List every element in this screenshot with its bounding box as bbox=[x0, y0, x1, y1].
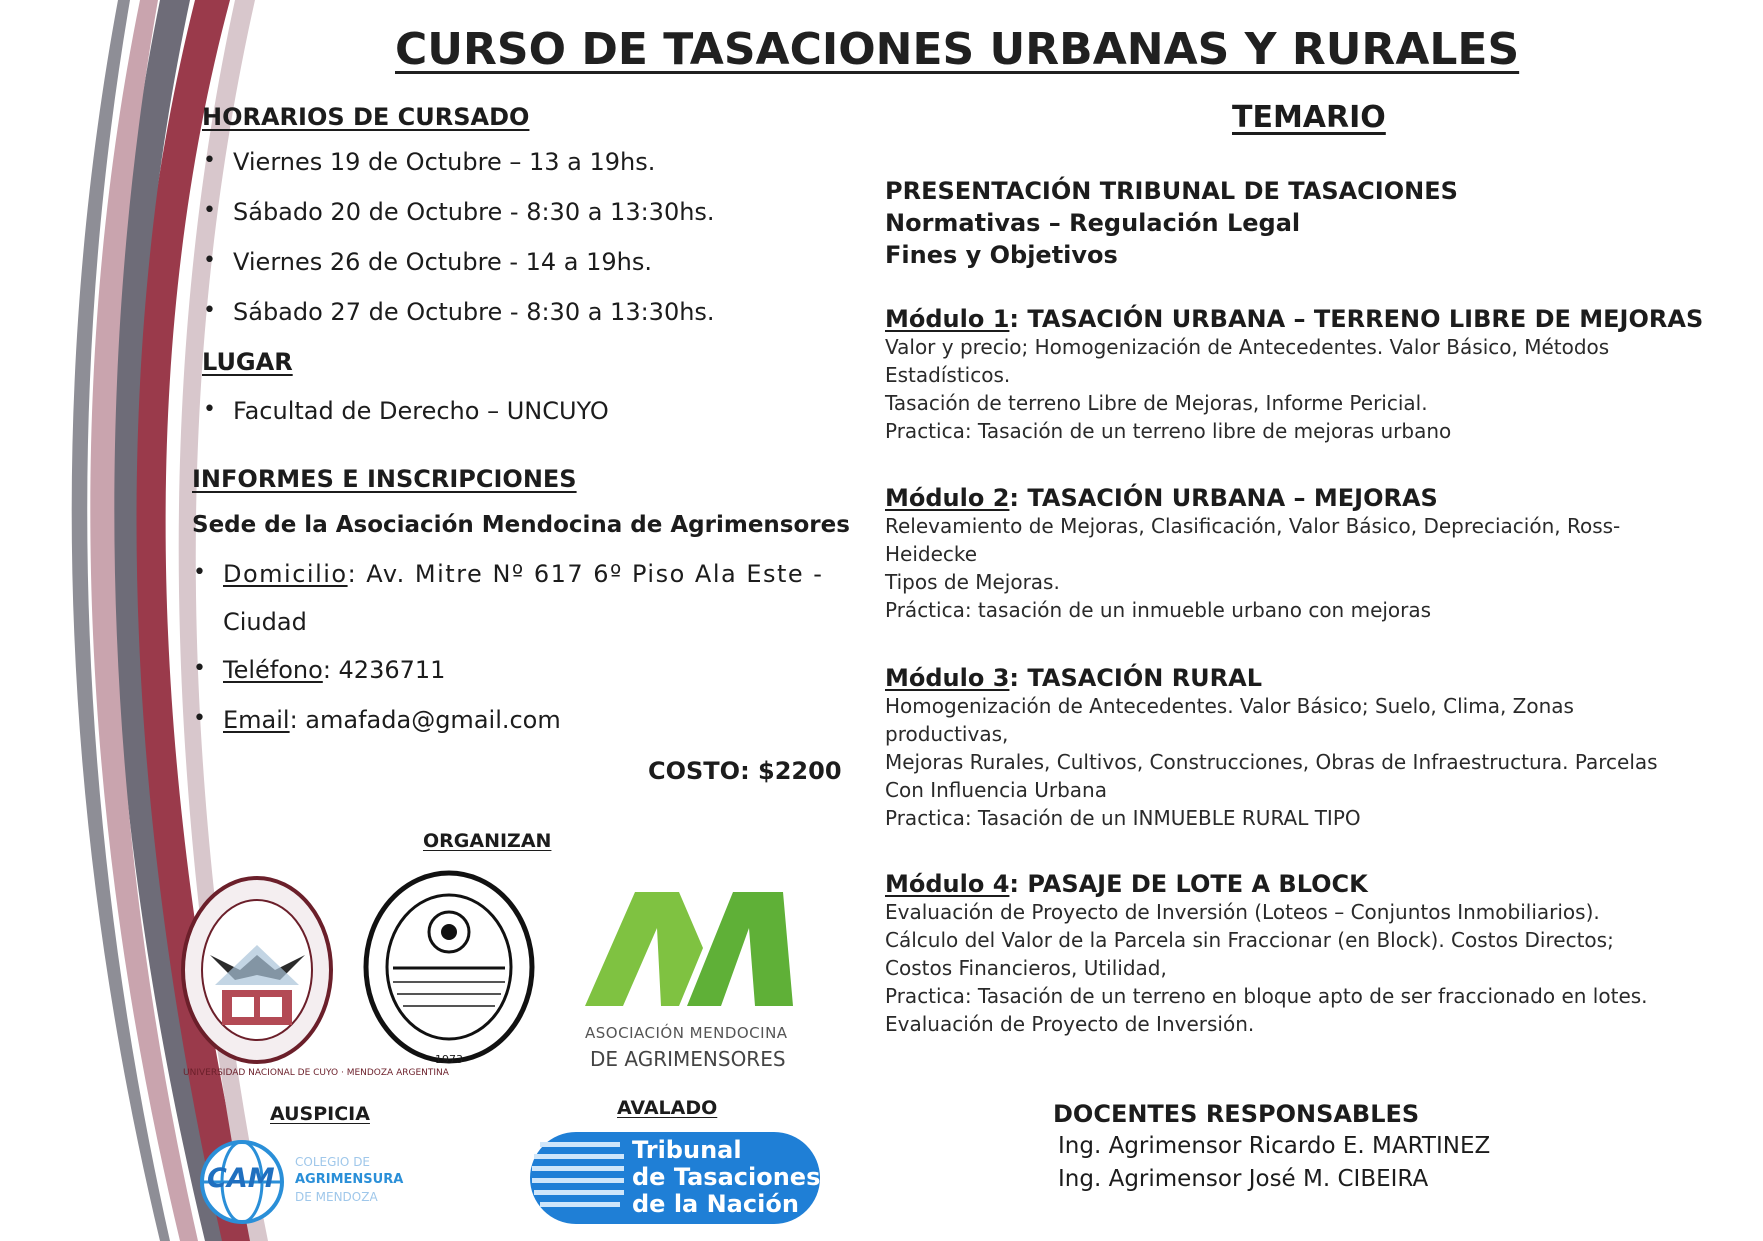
tribunal-line2: de Tasaciones bbox=[632, 1163, 821, 1191]
informes-heading: INFORMES E INSCRIPCIONES bbox=[192, 465, 577, 493]
sede-text: Sede de la Asociación Mendocina de Agrimensores bbox=[192, 512, 850, 538]
docentes-heading: DOCENTES RESPONSABLES bbox=[1053, 1100, 1420, 1128]
module-label: Módulo 1 bbox=[885, 305, 1010, 333]
tribunal-stripes-icon bbox=[530, 1132, 630, 1224]
domicilio-value: : Av. Mitre Nº 617 6º Piso Ala Este - bbox=[347, 560, 824, 588]
unsj-year: 1973 bbox=[435, 1053, 463, 1066]
docente-name: Ing. Agrimensor Ricardo E. MARTINEZ bbox=[1058, 1133, 1491, 1159]
domicilio-label: Domicilio bbox=[223, 560, 348, 588]
module-line: Practica: Tasación de un terreno libre de mejoras urbano bbox=[885, 419, 1452, 443]
horario-item: • Viernes 19 de Octubre – 13 a 19hs. bbox=[203, 148, 715, 198]
contact-list bbox=[193, 560, 823, 756]
domicilio-item-cont bbox=[193, 608, 823, 656]
avalado-heading: AVALADO bbox=[617, 1097, 718, 1119]
module-line: Practica: Tasación de un terreno en bloque apto de ser fraccionado en lotes. bbox=[885, 984, 1648, 1008]
module-2 bbox=[885, 484, 1620, 624]
cam-line2: AGRIMENSURA bbox=[295, 1172, 404, 1187]
module-title: : TASACIÓN URBANA – MEJORAS bbox=[1009, 484, 1438, 512]
module-line: Mejoras Rurales, Cultivos, Construcciones, Obras de Infraestructura. Parcelas bbox=[885, 750, 1658, 774]
intro-line: PRESENTACIÓN TRIBUNAL DE TASACIONES bbox=[885, 177, 1458, 205]
module-4-heading bbox=[885, 870, 1648, 898]
tribunal-line1: Tribunal bbox=[632, 1136, 742, 1164]
module-title: : TASACIÓN RURAL bbox=[1009, 664, 1263, 692]
uncuyo-seal-icon bbox=[180, 875, 335, 1065]
telefono-value: : 4236711 bbox=[322, 656, 446, 684]
module-4 bbox=[885, 870, 1648, 1038]
module-line: Valor y precio; Homogenización de Antecedentes. Valor Básico, Métodos bbox=[885, 335, 1610, 359]
telefono-item bbox=[193, 656, 823, 706]
ama-line2: DE AGRIMENSORES bbox=[590, 1047, 786, 1071]
intro-line: Fines y Objetivos bbox=[885, 241, 1118, 269]
module-2-heading bbox=[885, 484, 1620, 512]
cam-initials: CAM bbox=[207, 1163, 275, 1194]
lugar-item: • Facultad de Derecho – UNCUYO bbox=[203, 397, 609, 425]
module-title: : TASACIÓN URBANA – TERRENO LIBRE DE MEJORAS bbox=[1009, 305, 1704, 333]
cam-line3: DE MENDOZA bbox=[295, 1190, 378, 1204]
telefono-label: Teléfono bbox=[223, 656, 323, 684]
ama-line1: ASOCIACIÓN MENDOCINA bbox=[585, 1024, 788, 1042]
email-item[interactable] bbox=[193, 706, 823, 756]
email-label: Email bbox=[223, 706, 290, 734]
uncuyo-seal-text: UNIVERSIDAD NACIONAL DE CUYO · MENDOZA ARGENTINA bbox=[183, 1068, 449, 1078]
module-line: Tipos de Mejoras. bbox=[885, 570, 1060, 594]
email-value[interactable]: : amafada@gmail.com bbox=[289, 706, 561, 734]
module-label: Módulo 4 bbox=[885, 870, 1010, 898]
ama-logo-icon bbox=[583, 888, 803, 1008]
cam-line1: COLEGIO DE bbox=[295, 1155, 371, 1169]
module-3 bbox=[885, 664, 1658, 832]
module-title: : PASAJE DE LOTE A BLOCK bbox=[1009, 870, 1368, 898]
module-line: productivas, bbox=[885, 722, 1009, 746]
module-line: Relevamiento de Mejoras, Clasificación, Valor Básico, Depreciación, Ross- bbox=[885, 514, 1621, 538]
module-label: Módulo 3 bbox=[885, 664, 1010, 692]
intro-line: Normativas – Regulación Legal bbox=[885, 209, 1301, 237]
lugar-list bbox=[203, 397, 609, 425]
organizan-heading: ORGANIZAN bbox=[423, 830, 552, 852]
costo-text: COSTO: $2200 bbox=[648, 757, 842, 785]
domicilio-item bbox=[193, 560, 823, 608]
horarios-list bbox=[203, 148, 715, 348]
module-label: Módulo 2 bbox=[885, 484, 1010, 512]
module-line: Práctica: tasación de un inmueble urbano con mejoras bbox=[885, 598, 1432, 622]
horario-item: • Viernes 26 de Octubre - 14 a 19hs. bbox=[203, 248, 715, 298]
tribunal-line3: de la Nación bbox=[632, 1190, 799, 1218]
module-line: Practica: Tasación de un INMUEBLE RURAL TIPO bbox=[885, 806, 1361, 830]
module-line: Cálculo del Valor de la Parcela sin Fraccionar (en Block). Costos Directos; bbox=[885, 928, 1614, 952]
auspicia-heading: AUSPICIA bbox=[270, 1103, 370, 1125]
horario-item: • Sábado 20 de Octubre - 8:30 a 13:30hs. bbox=[203, 198, 715, 248]
module-line: Costos Financieros, Utilidad, bbox=[885, 956, 1167, 980]
module-line: Tasación de terreno Libre de Mejoras, Informe Pericial. bbox=[885, 391, 1428, 415]
module-3-heading bbox=[885, 664, 1658, 692]
module-1-heading bbox=[885, 305, 1703, 333]
unsj-seal-icon bbox=[363, 870, 535, 1065]
module-line: Evaluación de Proyecto de Inversión. bbox=[885, 1012, 1255, 1036]
module-line: Heidecke bbox=[885, 542, 978, 566]
domicilio-city: Ciudad bbox=[223, 608, 307, 636]
lugar-heading: LUGAR bbox=[202, 348, 293, 376]
page-title: CURSO DE TASACIONES URBANAS Y RURALES bbox=[395, 24, 1520, 75]
module-line: Con Influencia Urbana bbox=[885, 778, 1107, 802]
module-line: Estadísticos. bbox=[885, 363, 1011, 387]
module-line: Evaluación de Proyecto de Inversión (Loteos – Conjuntos Inmobiliarios). bbox=[885, 900, 1600, 924]
horarios-heading: HORARIOS DE CURSADO bbox=[202, 103, 530, 131]
docente-name: Ing. Agrimensor José M. CIBEIRA bbox=[1058, 1166, 1429, 1192]
temario-intro bbox=[885, 175, 1458, 271]
module-1 bbox=[885, 305, 1703, 445]
horario-item: • Sábado 27 de Octubre - 8:30 a 13:30hs. bbox=[203, 298, 715, 348]
module-line: Homogenización de Antecedentes. Valor Básico; Suelo, Clima, Zonas bbox=[885, 694, 1574, 718]
temario-heading: TEMARIO bbox=[1232, 100, 1386, 135]
